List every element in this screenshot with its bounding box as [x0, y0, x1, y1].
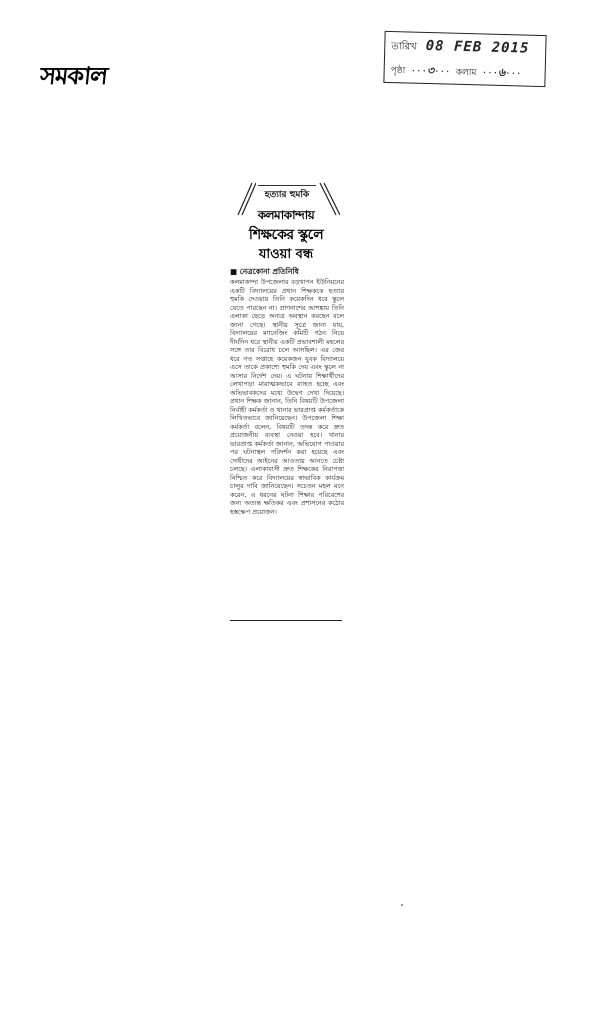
- headline-line-1: কলমাকান্দায়: [257, 208, 315, 222]
- stamp-date-value: 08 FEB 2015: [425, 37, 530, 57]
- stamp-page-label: পৃষ্ঠা: [390, 66, 406, 77]
- scan-speck: [401, 904, 403, 906]
- article-headline: [226, 205, 346, 265]
- article-kicker: হত্যার হুমকি: [258, 185, 316, 202]
- archive-date-stamp: তারিখ 08 FEB 2015 পৃষ্ঠা ···৩··· কলাম ···৬···: [383, 31, 546, 87]
- news-clipping: [226, 175, 346, 627]
- stamp-column-label: কলাম: [455, 67, 477, 79]
- stamp-column-value: ৬: [497, 65, 506, 80]
- article-body: কলমাকান্দা উপজেলার বড়খাপন ইউনিয়নের একটি বিদ্যালয়ের প্রধান শিক্ষককে হত্যার হুমকি দেওয়ায় তিনি কয়েকদিন ধরে স্কুলে যেতে পারছেন না। প্রাণনাশের আশঙ্কায় তিনি এলাকা ছেড়ে অন্যত্র অবস্থান করছেন বলে জানা গেছে। স্থানীয় সূত্রে জানা যায়, বিদ্যালয়ের ম্যানেজিং কমিটি গঠন নিয়ে দীর্ঘদিন ধরে স্থানীয় একটি প্রভাবশালী মহলের সঙ্গে তার বিরোধ চলে আসছিল। এর জের ধরে গত সপ্তাহে কয়েকজন যুবক বিদ্যালয়ে এসে তাকে প্রকাশ্যে হুমকি দেয় এবং স্কুলে না আসার নির্দেশ দেয়। এ ঘটনায় শিক্ষার্থীদের লেখাপড়া মারাত্মকভাবে ব্যাহত হচ্ছে এবং অভিভাবকদের মধ্যে উদ্বেগ দেখা দিয়েছে। প্রধান শিক্ষক জানান, তিনি বিষয়টি উপজেলা নির্বাহী কর্মকর্তা ও থানার ভারপ্রাপ্ত কর্মকর্তাকে লিখিতভাবে জানিয়েছেন। উপজেলা শিক্ষা কর্মকর্তা বলেন, বিষয়টি তদন্ত করে দ্রুত প্রয়োজনীয় ব্যবস্থা নেওয়া হবে। থানার ভারপ্রাপ্ত কর্মকর্তা জানান, অভিযোগ পাওয়ার পর ঘটনাস্থল পরিদর্শন করা হয়েছে এবং দোষীদের আইনের আওতায় আনতে চেষ্টা চলছে। এলাকাবাসী দ্রুত শিক্ষকের নিরাপত্তা নিশ্চিত করে বিদ্যালয়ের স্বাভাবিক কার্যক্রম চালুর দাবি জানিয়েছেন। সচেতন মহল মনে করেন, এ ধরনের ঘটনা শিক্ষার পরিবেশের জন্য অত্যন্ত ক্ষতিকর এবং প্রশাসনের কঠোর হস্তক্ষেপ প্রয়োজন।: [230, 278, 344, 516]
- stamp-date-label: তারিখ: [391, 41, 417, 53]
- stamp-page-value: ৩: [426, 64, 435, 78]
- newspaper-masthead: সমকাল: [38, 61, 109, 90]
- article-byline: ■ নেত্রকোনা প্রতিনিধি: [230, 267, 299, 276]
- article-end-rule: [230, 620, 342, 621]
- headline-line-3: যাওয়া বন্ধ: [258, 247, 314, 262]
- headline-line-2: শিক্ষকের স্কুলে: [248, 227, 324, 243]
